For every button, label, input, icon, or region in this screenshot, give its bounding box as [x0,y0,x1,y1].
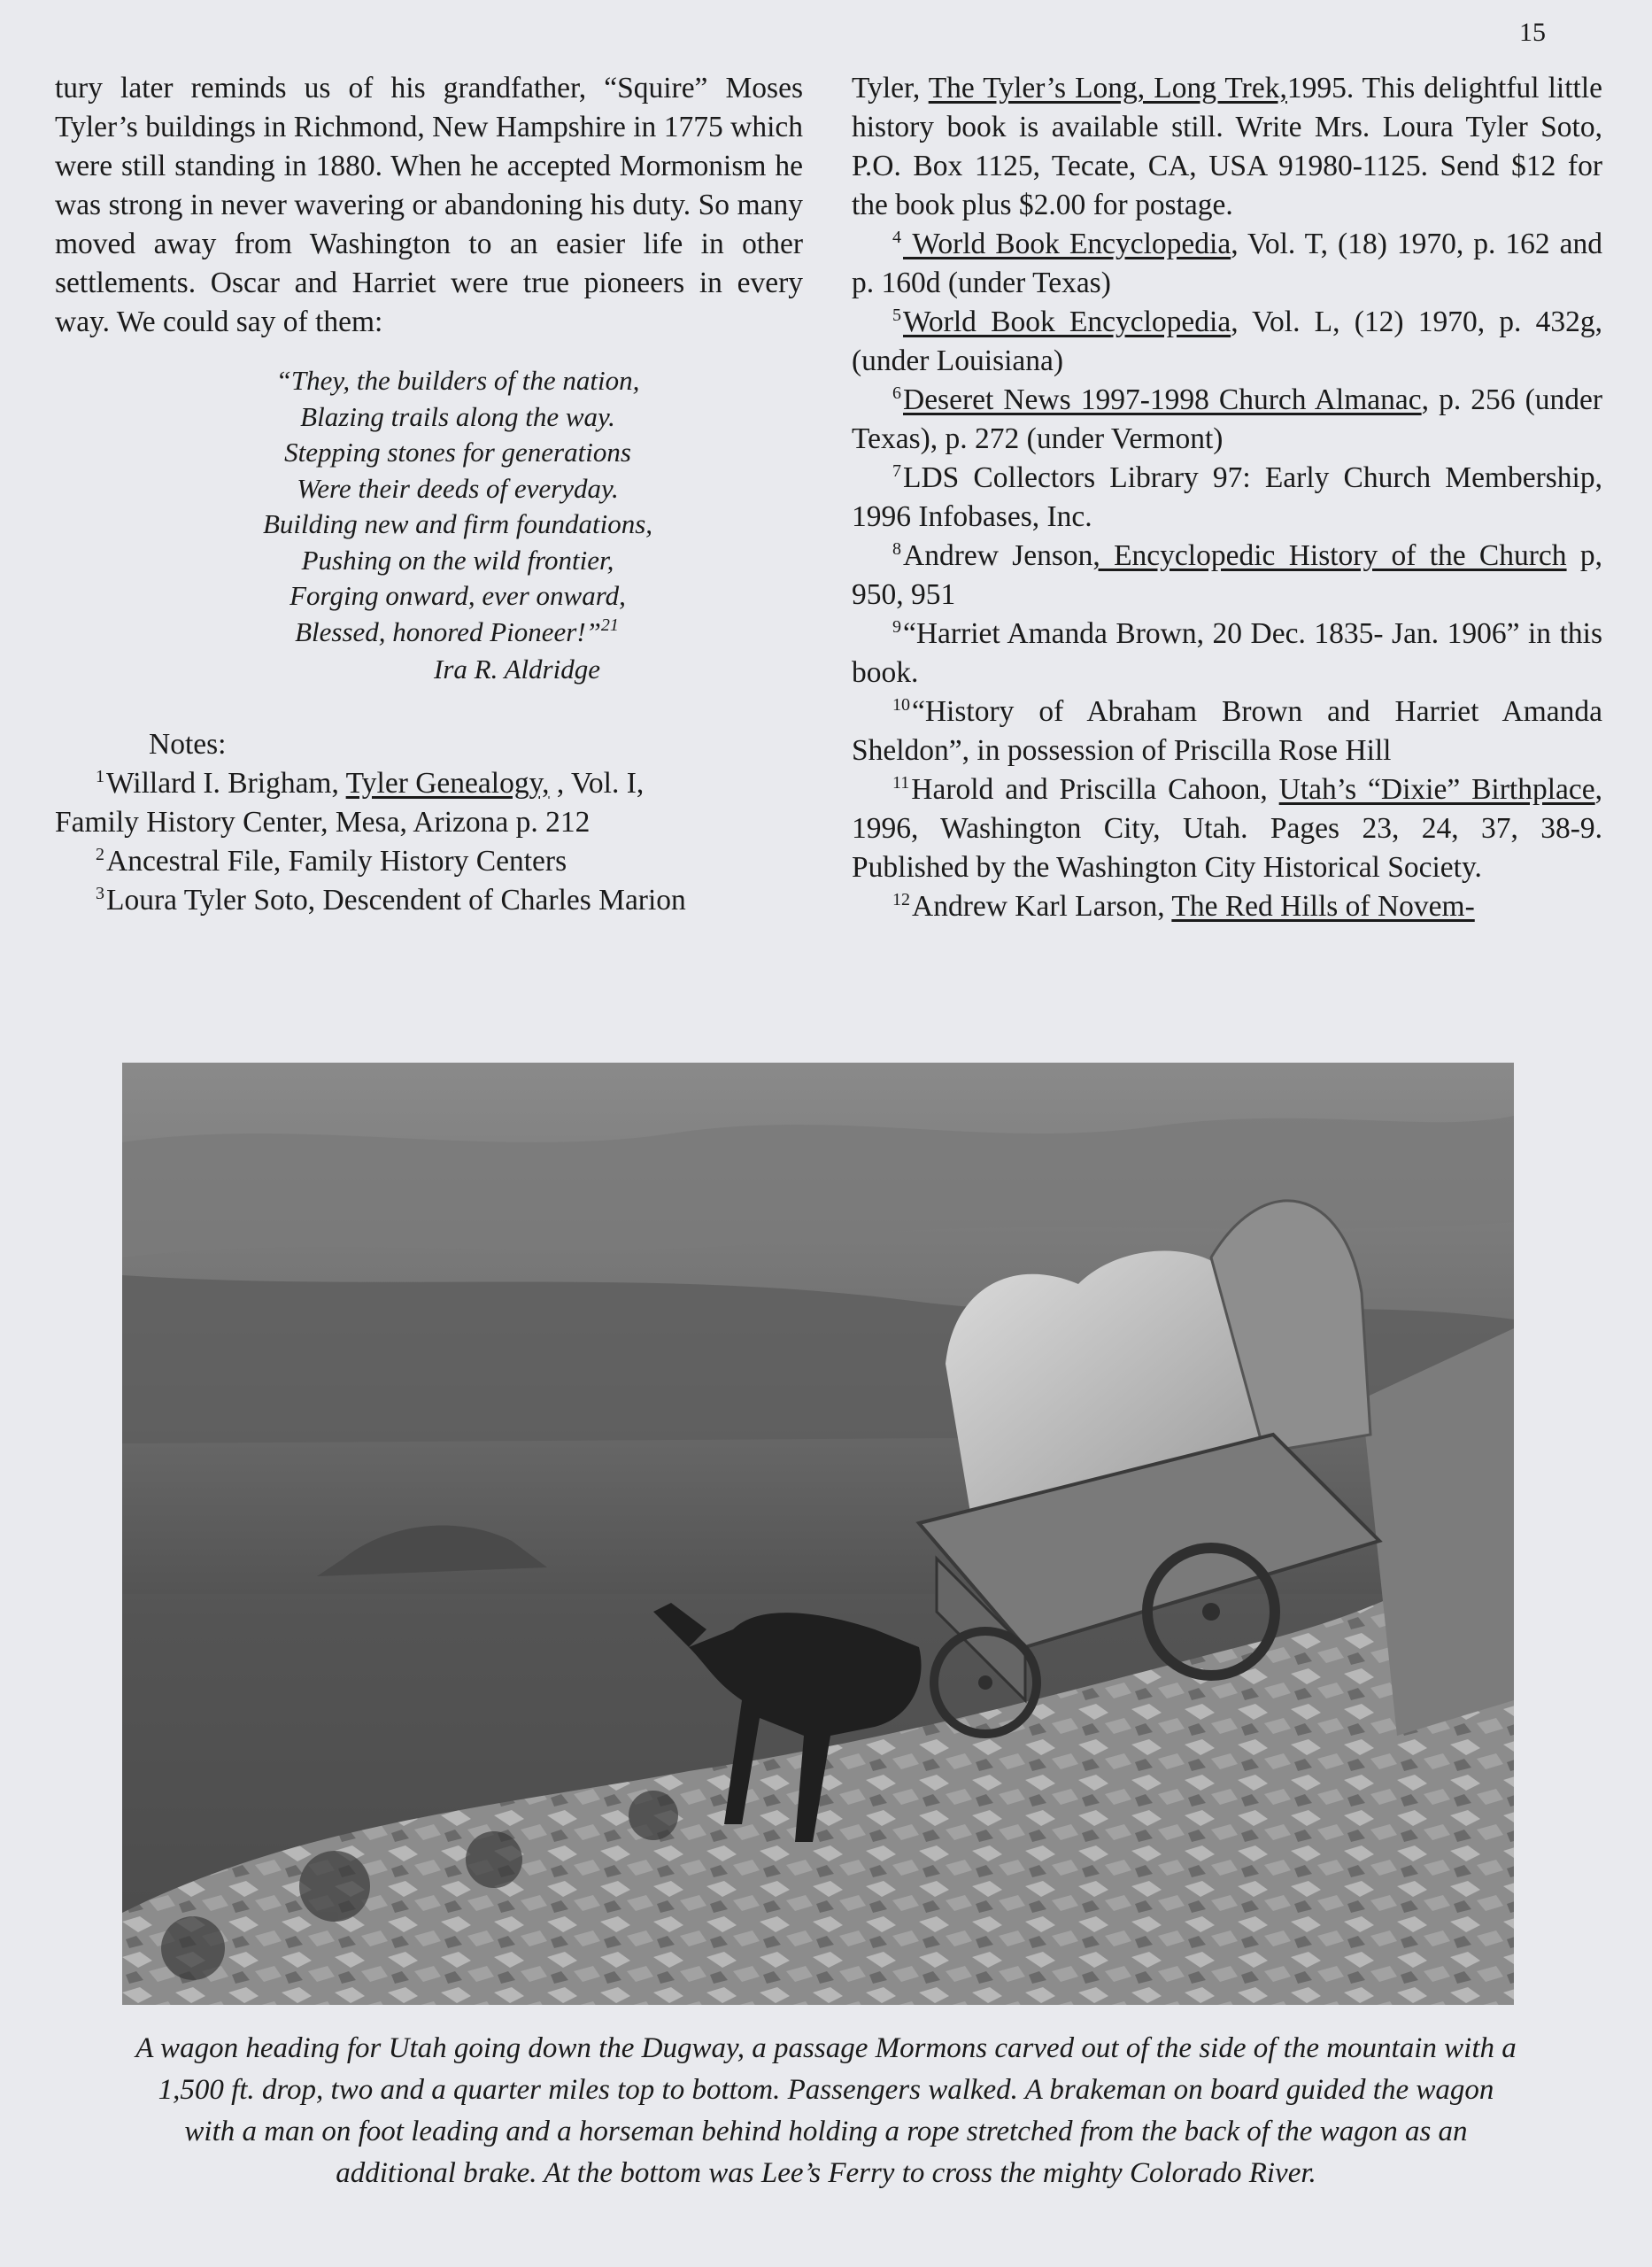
poem-line: Building new and firm foundations, [262,508,653,539]
book-title: Utah’s “Dixie” Birthplace [1278,773,1595,806]
poem-line: Pushing on the wild frontier, [301,544,614,576]
poem-line: Stepping stones for generations [284,437,631,468]
footnote-number: 2 [96,844,104,864]
book-title: Tyler Genealogy, [345,766,550,800]
footnote-4: $^4$ World Book Encyclopedia, Vol. T, (18) 1970, p. 162 and p. 160d (under Texas) [852,228,1602,299]
poem-line: Were their deeds of everyday. [297,472,619,504]
book-title: , Encyclopedic History of the Church [1092,539,1567,572]
footnote-number: 9 [892,617,901,637]
right-column [852,69,1602,926]
poem-author: Ira R. Aldridge [434,654,600,685]
footnote-6: $^6$Deseret News 1997-1998 Church Almanac, p. 256 (under Texas), p. 272 (under Vermont) [852,383,1602,455]
footnote-11: $^{11}$Harold and Priscilla Cahoon, Utah’s “Dixie” Birthplace, 1996, Washington City, Utah. Pages 23, 24, 37, 38-9. Published by the Washington City Historical Society. [852,773,1602,884]
footnote-1-cont: Family History Center, Mesa, Arizona p. 212 [55,805,591,839]
book-title: World Book Encyclopedia [903,228,1231,260]
footnote-5: $^5$World Book Encyclopedia, Vol. L, (12) 1970, p. 432g, (under Louisiana) [852,306,1602,377]
footnote-1: $^1$Willard I. Brigham, Tyler Genealogy, , Vol. I, [96,766,645,800]
book-title: The Tyler’s Long, Long Trek, [928,72,1287,104]
footnote-ref: 21 [600,615,619,635]
footnote-number: 3 [96,883,104,903]
footnote-number: 5 [892,306,901,325]
notes-heading: Notes: [149,727,227,761]
footnote-number: 7 [892,461,901,481]
poem-line: “They, the builders of the nation, [275,365,640,396]
left-column [55,69,803,920]
poem-line [183,615,732,651]
poem-line: Blazing trails along the way. [300,400,615,432]
poem-last-line: Blessed, honored Pioneer!” [295,615,601,647]
intro-paragraph: tury later reminds us of his grandfather, “Squire” Moses Tyler’s buildings in Richmond, New Hampshire in 1775 which were still standing in 1880. When he accepted Mormonism he was strong in never wavering or abandoning his duty. So many moved away from Washington to an easier life in other settlements. Oscar and Harriet were true pioneers in every way. We could say of them: [55,72,803,338]
footnote-7: $^7$LDS Collectors Library 97: Early Church Membership, 1996 Infobases, Inc. [852,461,1602,533]
footnote-3: $^3$Loura Tyler Soto, Descendent of Charles Marion [96,883,686,917]
footnote-number: 6 [892,383,901,403]
book-title: The Red Hills of Novem- [1171,890,1475,923]
poem-line: Forging onward, ever onward, [289,580,626,611]
footnote-number: 10 [892,695,910,715]
book-title: World Book Encyclopedia [903,306,1231,338]
wagon-photo [122,1063,1514,2005]
footnote-number: 4 [892,228,901,247]
poem [55,363,803,688]
footnote-10: $^{10}$“History of Abraham Brown and Harriet Amanda Sheldon”, in possession of Priscilla Rose Hill [852,695,1602,767]
footnote-8: $^8$Andrew Jenson, Encyclopedic History of the Church p, 950, 951 [852,539,1602,611]
page-number: 15 [1519,18,1546,47]
photo-caption: A wagon heading for Utah going down the Dugway, a passage Mormons carved out of the side of the mountain with a 1,500 ft. drop, two and a quarter miles top to bottom. Passengers walked. A brakeman on board guided the wagon with a man on foot leading and a horseman behind holding a rope stretched from the back of the wagon as an additional brake. At the bottom was Lee’s Ferry to cross the mighty Colorado River. [135,2032,1517,2189]
footnote-9: $^9$“Harriet Amanda Brown, 20 Dec. 1835- Jan. 1906” in this book. [852,617,1602,689]
footnote-number: 11 [892,773,910,793]
footnote-12: $^{12}$Andrew Karl Larson, The Red Hills of Novem- [892,890,1475,923]
footnote-number: 8 [892,539,901,559]
book-title: Deseret News 1997-1998 Church Almanac [903,383,1422,416]
footnote-number: 12 [892,890,910,909]
footnote-number: 1 [96,766,104,786]
footnote-2: $^2$Ancestral File, Family History Centers [96,844,567,878]
footnote-3-cont: Tyler, The Tyler’s Long, Long Trek,1995. This delightful little history book is available still. Write Mrs. Loura Tyler Soto, P.O. Box 1125, Tecate, CA, USA 91980-1125. Send $12 for the book plus $2.00 for postage. [852,72,1603,221]
